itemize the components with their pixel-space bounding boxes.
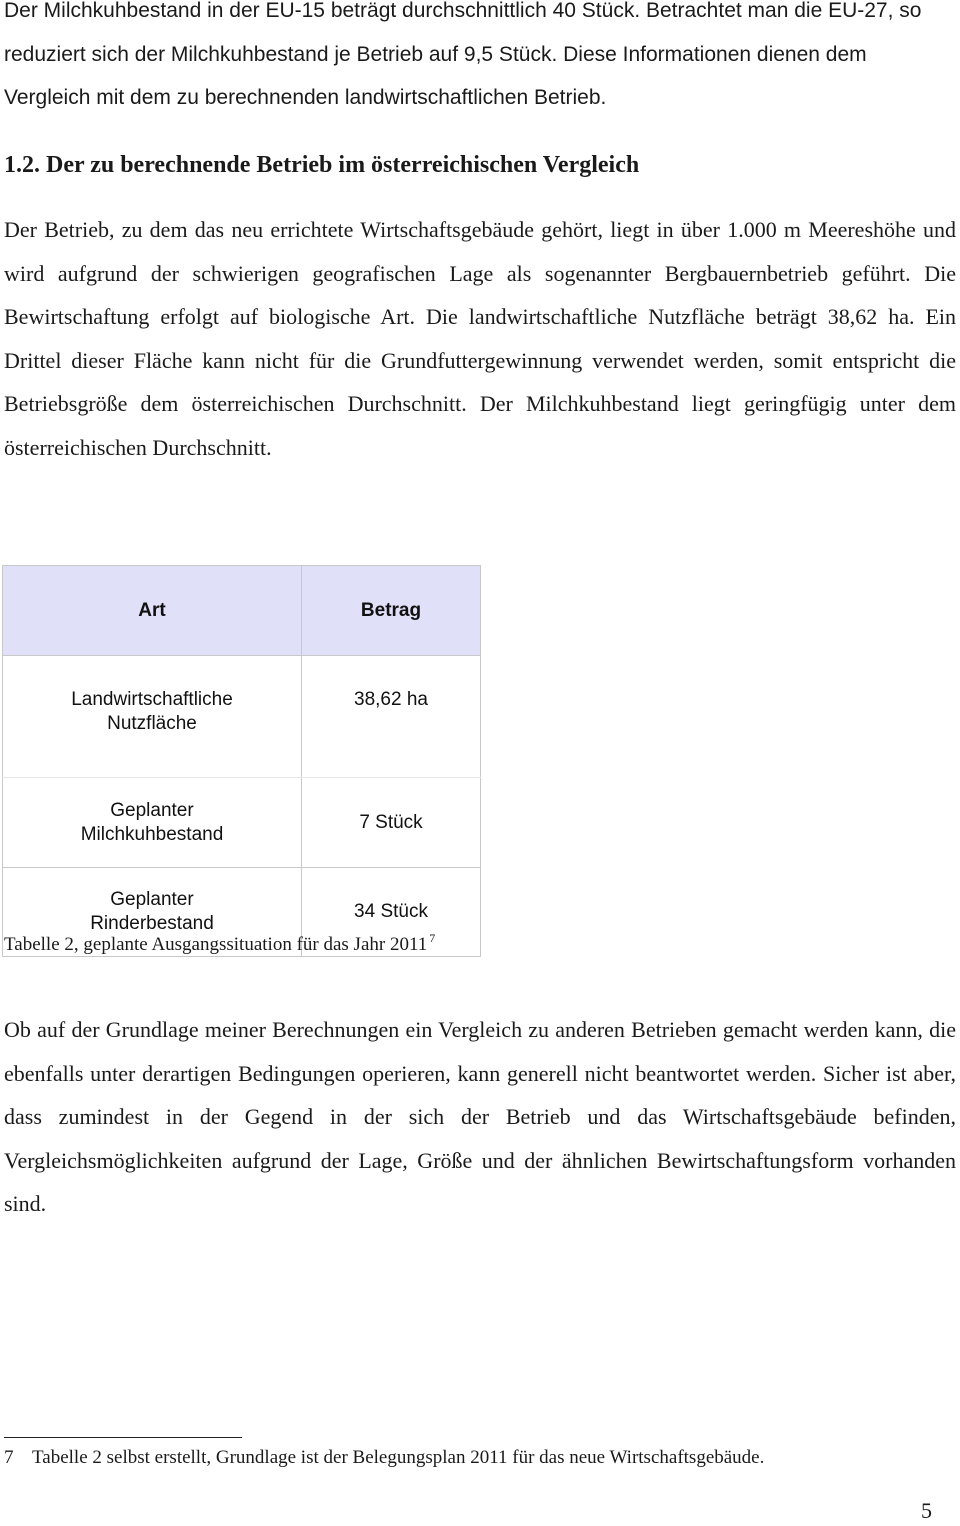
data-table (2, 565, 481, 957)
table-cell-betrag: 34 Stück (302, 868, 481, 957)
table-row (3, 778, 481, 868)
footnote-divider (4, 1437, 242, 1438)
table-cell-art (3, 656, 302, 778)
table-caption-text: Tabelle 2, geplante Ausgangssituation für das Jahr 2011 (4, 934, 428, 955)
cell-text-line: Rinderbestand (90, 913, 214, 934)
page-number: 5 (921, 1498, 932, 1523)
footnote-reference: 7 (429, 931, 436, 945)
table-cell-betrag: 7 Stück (302, 778, 481, 868)
cell-text-line: Geplanter (110, 889, 194, 910)
section-paragraph: Der Betrieb, zu dem das neu errichtete Wirtschaftsgebäude gehört, liegt in über 1.000 m Meereshöhe und wird aufgrund der schwierigen geografischen Lage als sogenannter Bergbauernbetrieb geführt. Die Bewirtschaftung erfolgt auf biologische Art. Die landwirtschaftliche Nutzfläche beträgt 38,62 ha. Ein Drittel dieser Fläche kann nicht für die Grundfuttergewinnung verwendet werden, somit entspricht die Betriebsgröße dem österreichischen Durchschnitt. Der Milchkuhbestand liegt geringfügig unter dem österreichischen Durchschnitt. (4, 217, 956, 460)
closing-paragraph: Ob auf der Grundlage meiner Berechnungen ein Vergleich zu anderen Betrieben gemacht werden kann, die ebenfalls unter derartigen Bedingungen operieren, kann generell nicht beantwortet werden. Sicher ist aber, dass zumindest in der Gegend in der sich der Betrieb und das Wirtschaftsgebäude befinden, Vergleichsmöglichkeiten aufgrund der Lage, Größe und der ähnlichen Bewirtschaftungsform vorhanden sind. (4, 1017, 956, 1217)
table-cell-art (3, 778, 302, 868)
table-caption (4, 931, 435, 956)
footnote-text: Tabelle 2 selbst erstellt, Grundlage ist der Belegungsplan 2011 für das neue Wirtschaftsgebäude. (32, 1447, 765, 1468)
section-heading: 1.2. Der zu berechnende Betrieb im österreichischen Vergleich (4, 152, 640, 178)
intro-paragraph: Der Milchkuhbestand in der EU-15 beträgt durchschnittlich 40 Stück. Betrachtet man die EU-27, so reduziert sich der Milchkuhbestand je Betrieb auf 9,5 Stück. Diese Informationen dienen dem Vergleich mit dem zu berechnenden landwirtschaftlichen Betrieb. (4, 0, 922, 109)
cell-text-line: Milchkuhbestand (80, 823, 224, 845)
column-header-betrag: Betrag (302, 566, 481, 656)
column-header-art: Art (3, 566, 302, 656)
cell-text-line: Nutzfläche (107, 713, 197, 734)
table-cell-betrag: 38,62 ha (302, 656, 481, 778)
footnote (4, 1447, 764, 1469)
table-header-row (3, 566, 481, 656)
cell-text-line: Geplanter (110, 799, 194, 821)
footnote-number: 7 (4, 1447, 14, 1468)
table-row (3, 656, 481, 778)
cell-text-line: Landwirtschaftliche (71, 689, 233, 710)
